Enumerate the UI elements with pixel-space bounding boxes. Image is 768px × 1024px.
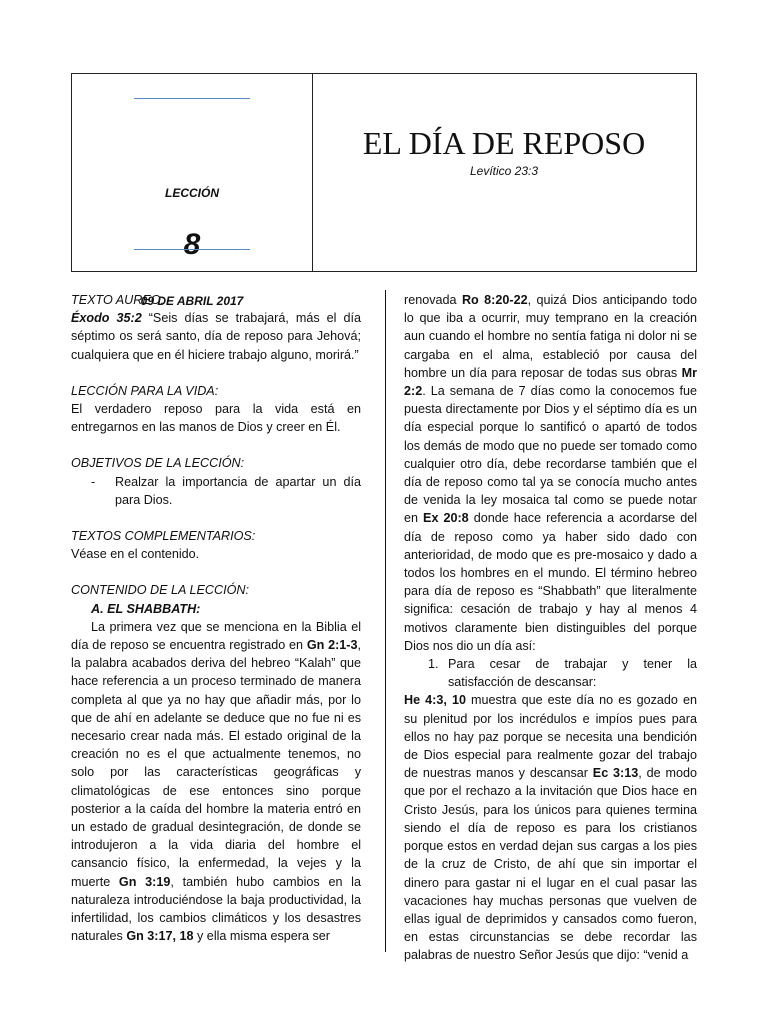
bible-ref: Mr 2:2 (404, 365, 697, 399)
text-run: donde hace referencia a acordarse del día de reposo como ya haber sido dado con anterioridad, de modo que es pre-mosaico y dado a todos los hombres en el mundo. El término hebreo para día de reposo es “Shabbath” que literalmente significa: cesación de trabajo y hay al menos 4 motivos claramente bien distinguibles del porque Dios nos dio un día así: (404, 511, 697, 653)
leccion-vida-text: El verdadero reposo para la vida está en entregarnos en las manos de Dios y creer en Él. (71, 402, 361, 435)
paragraph-reposo (404, 691, 697, 964)
bible-ref: Gn 2:1-3 (306, 638, 358, 653)
column-divider (385, 290, 386, 952)
texto-aureo-text: “Seis días se trabajará, más el día séptimo os será santo, día de reposo para Jehová; cualquiera que en él hiciere trabajo alguno, morirá.” (71, 311, 361, 362)
item-number: 1. (428, 657, 439, 672)
item-text: Para cesar de trabajar y tener la satisfacción de descansar: (448, 657, 697, 690)
contenido-heading: CONTENIDO DE LA LECCIÓN: (71, 583, 249, 598)
texto-aureo-ref: Éxodo 35:2 (71, 311, 142, 326)
text-run: muestra que este día no es gozado en su plenitud por los incrédulos e impíos pues para ellos no hay paz porque se necesita una bendición de Dios especial para realmente gozar del trabajo de nuestras manos y descansar (404, 693, 697, 781)
scripture-reference: Levítico 23:3 (469, 164, 539, 178)
right-column (404, 291, 697, 965)
bible-ref: Ro 8:20-22 (461, 293, 528, 307)
bible-ref: Ex 20:8 (423, 511, 469, 526)
texto-aureo-heading: TEXTO AUREO: (71, 293, 165, 307)
bullet-mark: - (91, 474, 96, 489)
text-run: y ella misma espera ser (193, 929, 330, 944)
top-rule (134, 98, 250, 99)
lesson-label: LECCIÓN (165, 186, 219, 200)
lesson-number: 8 (183, 228, 201, 261)
objetivo-item (71, 473, 361, 509)
bible-ref: He 4:3, 10 (404, 693, 466, 708)
leccion-vida-heading: LECCIÓN PARA LA VIDA: (71, 383, 219, 398)
bible-ref: Ec 3:13 (592, 766, 639, 781)
bottom-rule (134, 249, 250, 250)
bible-ref: Gn 3:17, 18 (126, 929, 194, 944)
objetivos-heading: OBJETIVOS DE LA LECCIÓN: (71, 456, 245, 471)
text-run: . La semana de 7 días como la conocemos fue puesta directamente por Dios y el séptimo día es un día especial porque lo santificó o apartó de todos los demás de modo que no puede ser tomado como cualquier otro día, debe recordarse también que el día de reposo como tal ya se conocía mucho antes de venida la ley mosaica tal como se puede notar en (404, 384, 697, 526)
section-a-heading: A. EL SHABBATH: (91, 601, 201, 616)
textos-complementarios-text: Véase en el contenido. (71, 547, 200, 562)
left-column (71, 291, 361, 946)
lesson-date: 09 DE ABRIL 2017 (140, 294, 244, 308)
text-run: , también hubo cambios en la naturaleza introduciéndose la baja productividad, la infertilidad, los cambios climáticos y los desastres naturales (71, 874, 361, 944)
page-title: EL DÍA DE REPOSO (362, 125, 646, 161)
numbered-item-1 (404, 655, 697, 691)
bible-ref: Gn 3:19 (118, 874, 171, 889)
paragraph-shabbath (71, 618, 361, 946)
objetivo-text: Realzar la importancia de apartar un día para Dios. (115, 474, 361, 507)
text-run: , quizá Dios anticipando todo lo que iba a ocurrir, muy temprano en la creación aun cuando el hombre no sentía fatiga ni dolor ni se cargaba en el alma, estableció por causa del hombre un día para reposar de todas sus obras (404, 293, 698, 380)
text-run: La primera vez que se menciona en la Biblia el día de reposo se encuentra registrado en (71, 619, 361, 653)
text-run: , la palabra acabados deriva del hebreo “Kalah” que hace referencia a un proceso terminado de manera completa al que ya no hay que añadir más, por lo que de ahí en adelante se deduce que no fue ni es necesario crear nada más. El estado original de la creación no es el que actualmente tenemos, no solo por las características geográficas y climatológicas de ese entonces sino porque posterior a la caída del hombre la materia entró en un estado de gradual desintegración, de donde se introdujeron a la vida diaria del hombre el cansancio físico, la enfermedad, la vejes y la muerte (71, 638, 361, 889)
textos-complementarios-heading: TEXTOS COMPLEMENTARIOS: (71, 529, 256, 544)
text-run: , de modo que por el rechazo a la invitación que Dios hace en Cristo Jesús, para los únicos para quienes termina siendo el día de reposo es para los cristianos porque estos en verdad dejan sus cargas a los pies de la cruz de Cristo, de ahí que sin importar el dinero para gastar ni el lugar en el cual pasar las vacaciones hay muchas personas que vuelven de ellas igual de deprimidos y cansados como fueron, en estas circunstancias se debe recordar las palabras de nuestro Señor Jesús que dijo: “venid a (404, 766, 697, 963)
texto-aureo-paragraph (71, 309, 361, 364)
paragraph-continued (404, 291, 697, 655)
text-run: renovada (404, 293, 462, 307)
